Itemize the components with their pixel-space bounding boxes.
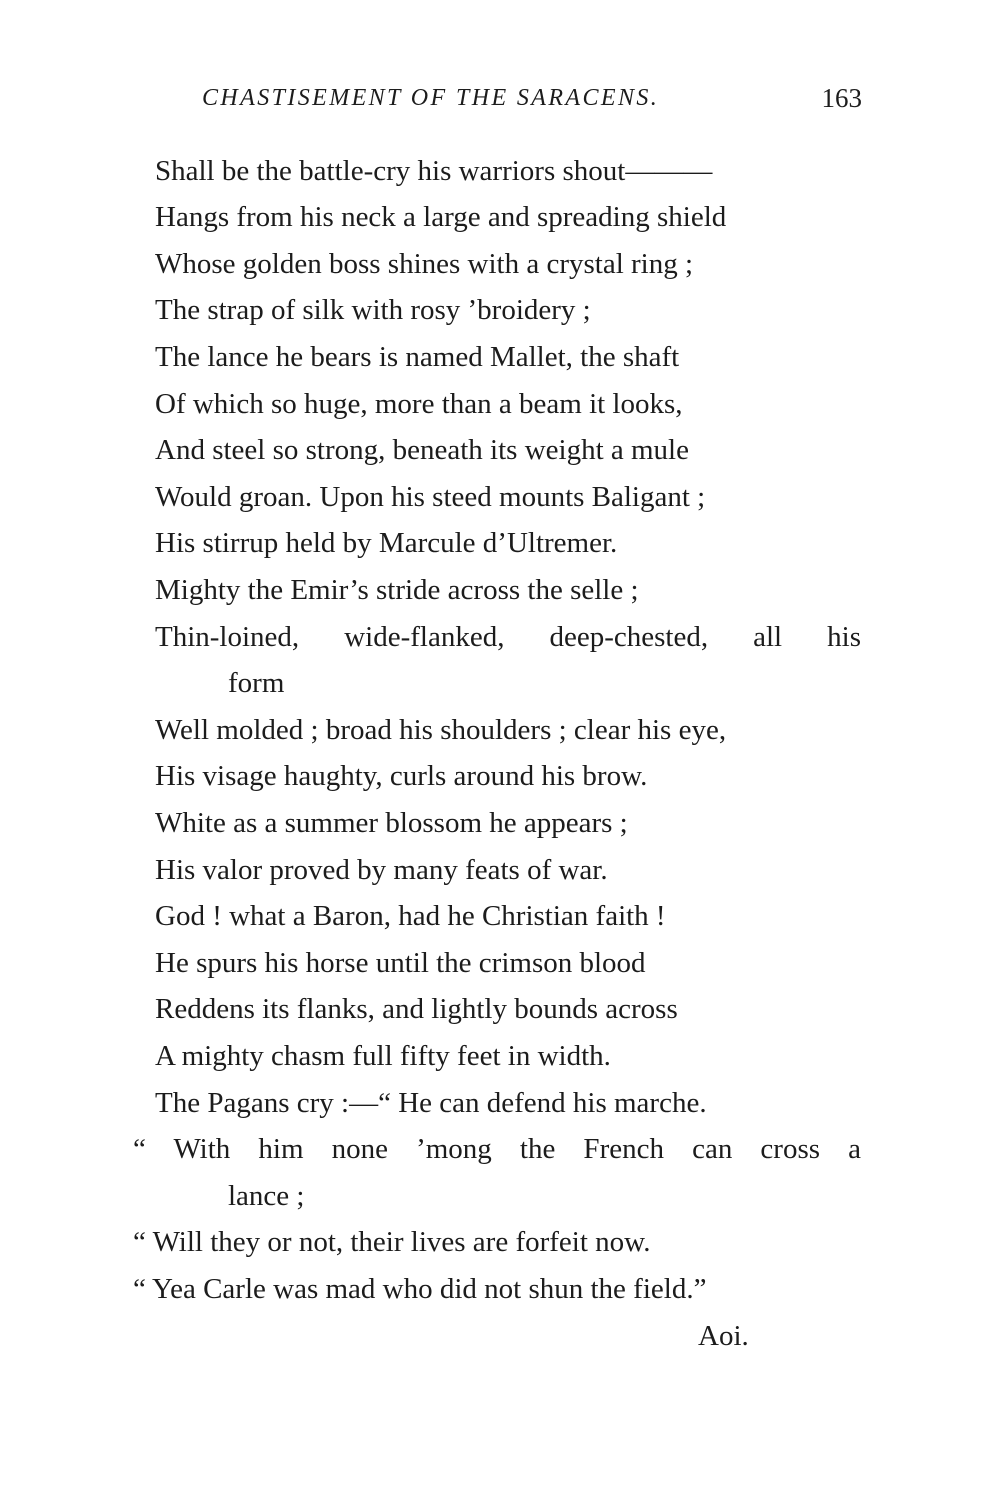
verse-line: His stirrup held by Marcule d’Ultremer. bbox=[155, 527, 618, 559]
verse-line: His visage haughty, curls around his brow. bbox=[155, 760, 648, 792]
verse-line: “ With him none ’mong the French can cross a bbox=[133, 1133, 861, 1165]
verse-line: Mighty the Emir’s stride across the selle ; bbox=[155, 574, 639, 606]
stanza-refrain: Aoi. bbox=[698, 1320, 749, 1352]
verse-line: Reddens its flanks, and lightly bounds across bbox=[155, 993, 678, 1025]
page-header bbox=[150, 78, 862, 118]
verse-line: The lance he bears is named Mallet, the shaft bbox=[155, 341, 680, 373]
running-title: CHASTISEMENT OF THE SARACENS. bbox=[202, 85, 660, 111]
verse-line: Whose golden boss shines with a crystal ring ; bbox=[155, 248, 694, 280]
verse-line: Hangs from his neck a large and spreading shield bbox=[155, 201, 727, 233]
verse-line: Would groan. Upon his steed mounts Baligant ; bbox=[155, 481, 706, 513]
page-number: 163 bbox=[821, 83, 862, 113]
verse-line: He spurs his horse until the crimson blood bbox=[155, 947, 646, 979]
verse-line: “ Yea Carle was mad who did not shun the field.” bbox=[133, 1273, 707, 1305]
verse-line: The Pagans cry :—“ He can defend his marche. bbox=[155, 1087, 707, 1119]
verse-line: “ Will they or not, their lives are forfeit now. bbox=[133, 1226, 651, 1258]
verse-line: The strap of silk with rosy ’broidery ; bbox=[155, 294, 591, 326]
verse-line: Of which so huge, more than a beam it looks, bbox=[155, 388, 683, 420]
verse-line: God ! what a Baron, had he Christian faith ! bbox=[155, 900, 666, 932]
verse-continuation: lance ; bbox=[228, 1180, 305, 1212]
verse-continuation: form bbox=[228, 667, 285, 699]
verse-line: His valor proved by many feats of war. bbox=[155, 854, 608, 886]
verse-line: White as a summer blossom he appears ; bbox=[155, 807, 628, 839]
verse-line: Shall be the battle-cry his warriors shout——— bbox=[155, 155, 713, 187]
verse-line: Thin-loined, wide-flanked, deep-chested, all his bbox=[155, 621, 861, 653]
verse-line: A mighty chasm full fifty feet in width. bbox=[155, 1040, 611, 1072]
verse-line: And steel so strong, beneath its weight a mule bbox=[155, 434, 689, 466]
verse-line: Well molded ; broad his shoulders ; clear his eye, bbox=[155, 714, 727, 746]
